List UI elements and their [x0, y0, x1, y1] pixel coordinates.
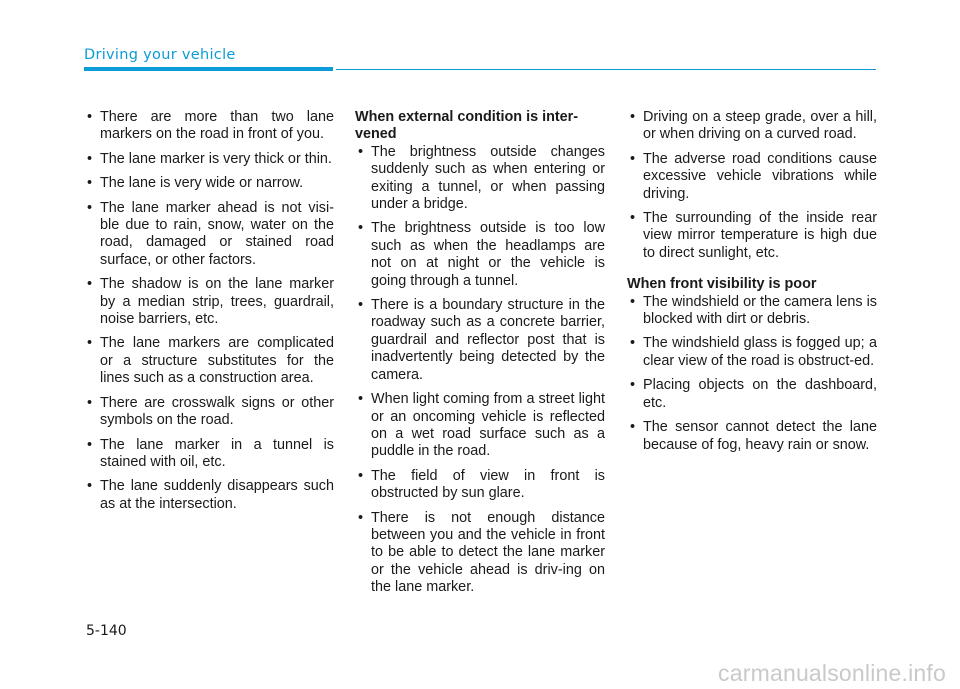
list-item: • Driving on a steep grade, over a hill, or when driving on a curved road. [627, 109, 877, 144]
list-item: • The surrounding of the inside rear view mirror temperature is high due to direct sunlight, etc. [627, 210, 877, 262]
external-condition-heading: When external condition is inter-vened [355, 109, 579, 143]
list-item: • There are more than two lane markers on the road in front of you. [84, 109, 334, 144]
list-item: • There is not enough distance between you and the vehicle in front to be able to detect the lane marker or the vehicle ahead is driv-ing on the lane marker. [355, 510, 605, 597]
lane-condition-list [84, 109, 334, 513]
list-item: • When light coming from a street light or an oncoming vehicle is reflected on a wet road surface such as a puddle in the road. [355, 391, 605, 461]
list-item: • The adverse road conditions cause excessive vehicle vibrations while driving. [627, 151, 877, 203]
list-item: • The lane marker in a tunnel is stained with oil, etc. [84, 437, 334, 472]
list-item: • There is a boundary structure in the roadway such as a concrete barrier, guardrail and reflector post that is inadvertently being detected by the camera. [355, 297, 605, 384]
column-left [84, 109, 334, 520]
list-item: • The lane markers are complicated or a structure substitutes for the lines such as a construction area. [84, 335, 334, 387]
list-item: • The field of view in front is obstructed by sun glare. [355, 468, 605, 503]
list-item: • The shadow is on the lane marker by a median strip, trees, guardrail, noise barriers, etc. [84, 276, 334, 328]
list-item: • The lane is very wide or narrow. [84, 175, 334, 192]
page-number: 5-140 [86, 623, 127, 639]
list-item: • The sensor cannot detect the lane because of fog, heavy rain or snow. [627, 419, 877, 454]
driving-condition-list [627, 109, 877, 262]
external-condition-list [355, 144, 605, 597]
front-visibility-heading: When front visibility is poor [627, 276, 817, 293]
column-right [627, 109, 877, 461]
list-item: • The lane suddenly disappears such as at the intersection. [84, 478, 334, 513]
list-item: • Placing objects on the dashboard, etc. [627, 377, 877, 412]
list-item: • The brightness outside changes suddenly such as when entering or exiting a tunnel, or when passing under a bridge. [355, 144, 605, 214]
header-rule-thin [336, 69, 876, 70]
list-item: • The lane marker ahead is not visi-ble due to rain, snow, water on the road, damaged or stained road surface, or other factors. [84, 200, 334, 270]
section-title: Driving your vehicle [84, 47, 236, 63]
front-visibility-list [627, 294, 877, 454]
list-item: • The windshield glass is fogged up; a clear view of the road is obstruct-ed. [627, 335, 877, 370]
list-item: • The lane marker is very thick or thin. [84, 151, 334, 168]
column-middle [355, 109, 605, 604]
header-rule-thick [84, 67, 333, 71]
list-item: • There are crosswalk signs or other symbols on the road. [84, 395, 334, 430]
watermark: carmanualsonline.info [718, 660, 946, 686]
list-item: • The brightness outside is too low such as when the headlamps are not on at night or the vehicle is going through a tunnel. [355, 220, 605, 290]
list-item: • The windshield or the camera lens is blocked with dirt or debris. [627, 294, 877, 329]
